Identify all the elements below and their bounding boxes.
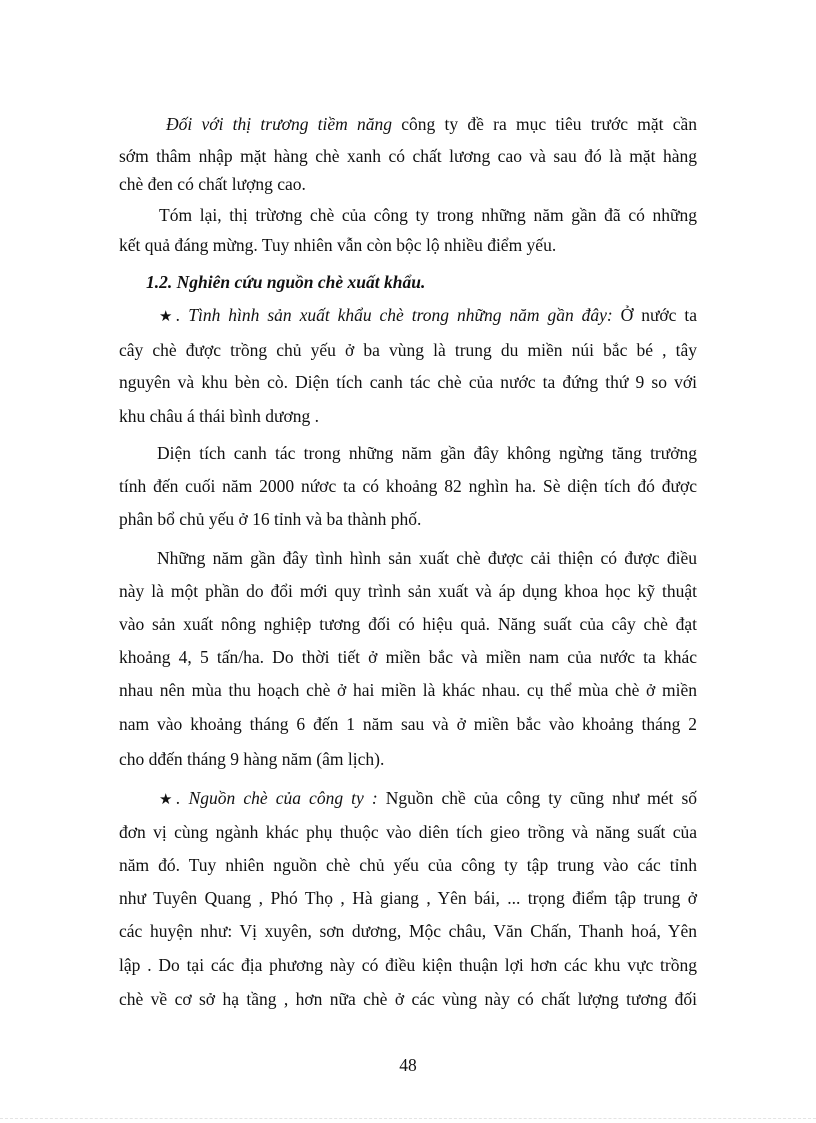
- paragraph-4-line-2: tính đến cuối năm 2000 nứơc ta có khoảng 82 nghìn ha. Sè diện tích đó được: [119, 476, 697, 496]
- paragraph-6-line-7: chè về cơ sở hạ tầng , hơn nữa chè ở các vùng này có chất lượng tương đối: [119, 989, 697, 1009]
- paragraph-5-line-3: vào sản xuất nông nghiệp tương đối có hiệu quả. Năng suất của cây chè đạt: [119, 614, 697, 634]
- paragraph-3-line-2: cây chè được trồng chủ yếu ở ba vùng là trung du miền núi bắc bé , tây: [119, 340, 697, 360]
- paragraph-6-line-4: như Tuyên Quang , Phó Thọ , Hà giang , Yên bái, ... trọng điểm tập trung ở: [119, 888, 697, 908]
- paragraph-3-line-1: [119, 299, 697, 331]
- paragraph-5-line-2: này là một phần do đổi mới quy trình sản xuất và áp dụng khoa học kỹ thuật: [119, 581, 697, 601]
- paragraph-6-line-5: các huyện như: Vị xuyên, sơn dương, Mộc châu, Văn Chấn, Thanh hoá, Yên: [119, 921, 697, 941]
- italic-phrase: . Tình hình sản xuất khẩu chè trong những năm gần đây:: [176, 305, 613, 325]
- paragraph-1-line-1: [119, 108, 697, 140]
- paragraph-5-line-1: Những năm gần đây tình hình sản xuất chè được cải thiện có được điều: [157, 548, 697, 568]
- text-run: công ty đề ra mục tiêu trước mặt cần: [392, 114, 697, 134]
- paragraph-5-line-6: nam vào khoảng tháng 6 đến 1 năm sau và ở miền bắc vào khoảng tháng 2: [119, 714, 697, 734]
- star-bullet-icon: ★: [159, 309, 176, 325]
- page-bottom-divider: [0, 1118, 816, 1119]
- paragraph-4-line-3: phân bổ chủ yếu ở 16 tỉnh và ba thành phố.: [119, 509, 422, 529]
- star-bullet-icon: ★: [159, 792, 177, 808]
- paragraph-3-line-3: nguyên và khu bèn cò. Diện tích canh tác chè của nước ta đứng thứ 9 so với: [119, 372, 697, 392]
- italic-phrase: Đối với thị trương tiềm năng: [166, 114, 393, 134]
- paragraph-4-line-1: Diện tích canh tác trong những năm gần đây không ngừng tăng trưởng: [157, 443, 697, 463]
- italic-phrase: . Nguồn chè của công ty :: [176, 788, 378, 808]
- paragraph-1-line-3: chè đen có chất lượng cao.: [119, 174, 306, 194]
- paragraph-5-line-7: cho dđến tháng 9 hàng năm (âm lịch).: [119, 749, 385, 769]
- paragraph-5-line-5: nhau nên mùa thu hoạch chè ở hai miền là khác nhau. cụ thể mùa chè ở miền: [119, 680, 697, 700]
- page-number: 48: [399, 1055, 417, 1075]
- paragraph-2-line-2: kết quả đáng mừng. Tuy nhiên vẫn còn bộc lộ nhiều điểm yếu.: [119, 235, 557, 255]
- text-run: Nguồn chề của công ty cũng như mét số: [377, 788, 698, 808]
- paragraph-3-line-4: khu châu á thái bình dương .: [119, 406, 320, 426]
- paragraph-2-line-1: Tóm lại, thị trừơng chè của công ty trong những năm gần đã có những: [159, 205, 697, 225]
- paragraph-6-line-6: lập . Do tại các địa phương này có điều kiện thuận lợi hơn các khu vực trồng: [119, 955, 697, 975]
- paragraph-5-line-4: khoảng 4, 5 tấn/ha. Do thời tiết ở miền bắc và miền nam của nước ta khác: [119, 647, 697, 667]
- text-run: Ở nước ta: [612, 305, 697, 325]
- paragraph-6-line-3: năm đó. Tuy nhiên nguồn chè chủ yếu của công ty tập trung vào các tỉnh: [119, 855, 697, 875]
- section-heading: 1.2. Nghiên cứu nguồn chè xuất khẩu.: [146, 272, 426, 292]
- paragraph-1-line-2: sớm thâm nhập mặt hàng chè xanh có chất lương cao và sau đó là mặt hàng: [119, 146, 697, 166]
- paragraph-6-line-1: [119, 782, 697, 814]
- paragraph-6-line-2: đơn vị cùng ngành khác phụ thuộc vào diên tích gieo trồng và năng suất của: [119, 822, 697, 842]
